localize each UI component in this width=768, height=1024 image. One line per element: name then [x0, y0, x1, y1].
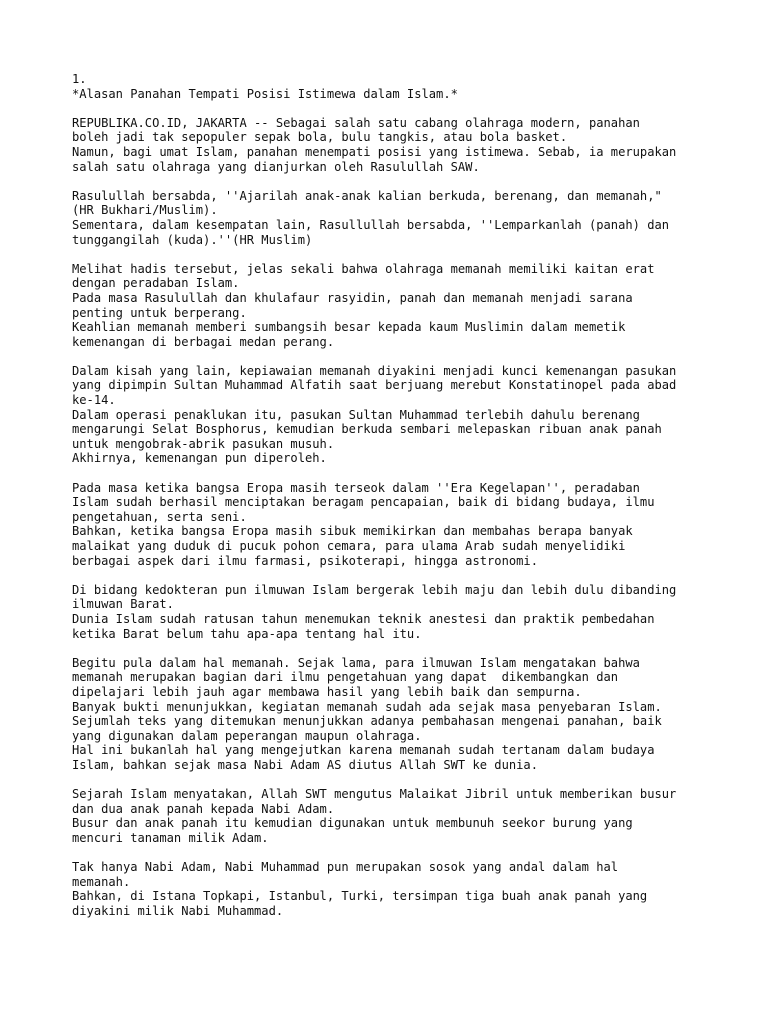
text-line: Dalam kisah yang lain, kepiawaian memanah diyakini menjadi kunci kemenangan pasukan	[72, 363, 677, 378]
text-line: kemenangan di berbagai medan perang.	[72, 334, 335, 349]
text-line: dengan peradaban Islam.	[72, 276, 240, 291]
paragraph	[72, 860, 712, 918]
text-line: REPUBLIKA.CO.ID, JAKARTA -- Sebagai salah satu cabang olahraga modern, panahan	[72, 115, 640, 130]
text-line: malaikat yang duduk di pucuk pohon cemara, para ulama Arab sudah menyelidiki	[72, 539, 626, 553]
text-line: Sejarah Islam menyatakan, Allah SWT mengutus Malaikat Jibril untuk memberikan busur	[72, 787, 677, 802]
text-line: ketika Barat belum tahu apa-apa tentang hal itu.	[72, 626, 422, 641]
paragraph	[72, 364, 712, 466]
text-line: Akhirnya, kemenangan pun diperoleh.	[72, 451, 327, 466]
text-line: Banyak bukti menunjukkan, kegiatan memanah sudah ada sejak masa penyebaran Islam.	[72, 699, 662, 714]
text-line: yang digunakan dalam peperangan maupun olahraga.	[72, 728, 422, 743]
paragraph	[72, 189, 712, 247]
text-line: berbagai aspek dari ilmu farmasi, psikoterapi, hingga astronomi.	[72, 553, 538, 568]
text-line: boleh jadi tak sepopuler sepak bola, bulu tangkis, atau bola basket.	[72, 130, 568, 145]
text-line: mencuri tanaman milik Adam.	[72, 830, 269, 845]
text-line: salah satu olahraga yang dianjurkan oleh Rasulullah SAW.	[72, 159, 480, 174]
article-title: *Alasan Panahan Tempati Posisi Istimewa dalam Islam.*	[72, 86, 458, 101]
text-line: memanah.	[72, 874, 131, 889]
text-line: Bahkan, ketika bangsa Eropa masih sibuk memikirkan dan membahas berapa banyak	[72, 524, 633, 539]
text-line: mengarungi Selat Bosphorus, kemudian berkuda sembari melepaskan ribuan anak panah	[72, 422, 662, 437]
text-line: Pada masa ketika bangsa Eropa masih terseok dalam ''Era Kegelapan'', peradaban	[72, 480, 640, 495]
text-line: Begitu pula dalam hal memanah. Sejak lama, para ilmuwan Islam mengatakan bahwa	[72, 655, 640, 670]
text-line: pengetahuan, serta seni.	[72, 509, 247, 524]
text-line: Rasulullah bersabda, ''Ajarilah anak-anak kalian berkuda, berenang, dan memanah,"	[72, 188, 662, 203]
text-line: memanah merupakan bagian dari ilmu pengetahuan yang dapat dikembangkan dan	[72, 670, 619, 685]
article-number: 1.	[72, 72, 87, 86]
text-line: Islam sudah berhasil menciptakan beragam pencapaian, baik di bidang budaya, ilmu	[72, 495, 655, 510]
text-line: Islam, bahkan sejak masa Nabi Adam AS diutus Allah SWT ke dunia.	[72, 757, 538, 772]
text-line: ke-14.	[72, 393, 116, 408]
text-line: Bahkan, di Istana Topkapi, Istanbul, Turki, tersimpan tiga buah anak panah yang	[72, 889, 648, 904]
text-line: dan dua anak panah kepada Nabi Adam.	[72, 801, 335, 816]
paragraph	[72, 787, 712, 845]
document-page	[72, 72, 712, 933]
text-line: Dunia Islam sudah ratusan tahun menemukan teknik anestesi dan praktik pembedahan	[72, 611, 655, 626]
paragraph	[72, 481, 712, 569]
text-line: Busur dan anak panah itu kemudian digunakan untuk membunuh seekor burung yang	[72, 816, 633, 831]
text-line: tunggangilah (kuda).''(HR Muslim)	[72, 232, 313, 247]
text-line: Di bidang kedokteran pun ilmuwan Islam bergerak lebih maju dan lebih dulu dibanding	[72, 582, 677, 597]
text-line: Hal ini bukanlah hal yang mengejutkan karena memanah sudah tertanam dalam budaya	[72, 743, 655, 758]
paragraph	[72, 262, 712, 350]
text-line: Sementara, dalam kesempatan lain, Rasullullah bersabda, ''Lemparkanlah (panah) dan	[72, 217, 670, 232]
text-line: diyakini milik Nabi Muhammad.	[72, 903, 284, 918]
text-line: Dalam operasi penaklukan itu, pasukan Sultan Muhammad terlebih dahulu berenang	[72, 407, 640, 422]
paragraph	[72, 656, 712, 773]
paragraph	[72, 583, 712, 641]
text-line: Tak hanya Nabi Adam, Nabi Muhammad pun merupakan sosok yang andal dalam hal	[72, 860, 619, 875]
text-line: Melihat hadis tersebut, jelas sekali bahwa olahraga memanah memiliki kaitan erat	[72, 261, 655, 276]
text-line: Pada masa Rasulullah dan khulafaur rasyidin, panah dan memanah menjadi sarana	[72, 290, 633, 305]
text-line: Sejumlah teks yang ditemukan menunjukkan adanya pembahasan mengenai panahan, baik	[72, 714, 662, 729]
text-line: Keahlian memanah memberi sumbangsih besar kepada kaum Muslimin dalam memetik	[72, 320, 626, 335]
text-line: penting untuk berperang.	[72, 305, 247, 320]
text-line: untuk mengobrak-abrik pasukan musuh.	[72, 436, 335, 451]
text-line: ilmuwan Barat.	[72, 597, 174, 612]
text-line: (HR Bukhari/Muslim).	[72, 203, 218, 218]
text-line: dipelajari lebih jauh agar membawa hasil yang lebih baik dan sempurna.	[72, 684, 582, 699]
paragraph	[72, 116, 712, 174]
text-line: yang dipimpin Sultan Muhammad Alfatih saat berjuang merebut Konstatinopel pada abad	[72, 378, 677, 393]
text-line: Namun, bagi umat Islam, panahan menempati posisi yang istimewa. Sebab, ia merupakan	[72, 144, 677, 159]
paragraph-heading	[72, 72, 712, 101]
